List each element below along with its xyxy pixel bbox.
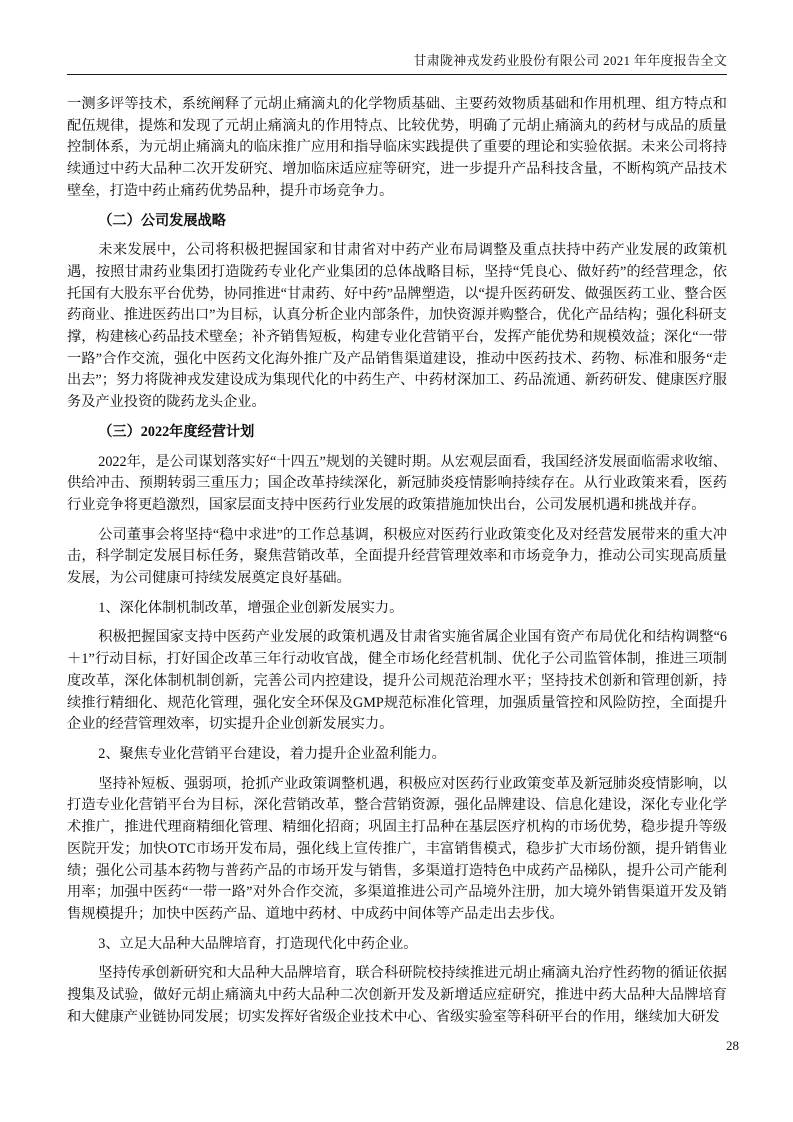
paragraph-brand-detail: 坚持传承创新研究和大品种大品牌培育，联合科研院校持续推进元胡止痛滴丸治疗性药物的循证依据搜集及试验，做好元胡止痛滴丸中药大品种二次创新开发及新增适应症研究，推进中药大品种大品牌培育和大健康产业链协同发展；切实发挥好省级企业技术中心、省级实验室等科研平台的作用，继续加大研发 bbox=[67, 965, 727, 1025]
paragraph-marketing-detail: 坚持补短板、强弱项，抢抓产业政策调整机遇，积极应对医药行业政策变革及新冠肺炎疫情影响，以打造专业化营销平台为目标，深化营销改革，整合营销资源，强化品牌建设、信息化建设，深化专业化学术推广，推进代理商精细化管理、精细化招商；巩固主打品种在基层医疗机构的市场优势，稳步提升等级医院开发；加快OTC市场开发布局，强化线上宣传推广，丰富销售模式，稳步扩大市场份额，提升销售业绩；强化公司基本药物与普药产品的市场开发与销售，多渠道打造特色中成药产品梯队，提升公司产能利用率；加强中医药“一带一路”对外合作交流，多渠道推进公司产品境外注册，加大境外销售渠道开发及销售规模提升；加快中医药产品、道地中药材、中成药中间体等产品走出去步伐。 bbox=[67, 775, 727, 922]
paragraph-board-approach: 公司董事会将坚持“稳中求进”的工作总基调，积极应对医药行业政策变化及对经营发展带来的重大冲击，科学制定发展目标任务，聚焦营销改革，全面提升经营管理效率和市场竞争力，推动公司实现高质量发展，为公司健康可持续发展奠定良好基础。 bbox=[67, 526, 727, 587]
list-item-2-marketing: 2、聚焦专业化营销平台建设，着力提升企业盈利能力。 bbox=[98, 745, 446, 762]
section-heading-company-strategy: （二）公司发展战略 bbox=[98, 212, 226, 229]
page-header-title: 甘肃陇神戎发药业股份有限公司 2021 年年度报告全文 bbox=[67, 50, 727, 75]
paragraph-macro-environment: 2022年，是公司谋划落实好“十四五”规划的关键时期。从宏观层面看，我国经济发展面临需求收缩、供给冲击、预期转弱三重压力；国企改革持续深化，新冠肺炎疫情影响持续存在。从行业政策来看，医药行业竞争将更趋激烈，国家层面支持中医药行业发展的政策措施加快出台，公司发展机遇和挑战并存。 bbox=[67, 453, 727, 513]
list-item-3-brand: 3、立足大品种大品牌培育，打造现代化中药企业。 bbox=[98, 935, 418, 952]
page-number: 28 bbox=[726, 1038, 739, 1053]
list-item-1-reform: 1、深化体制机制改革，增强企业创新发展实力。 bbox=[98, 599, 404, 616]
paragraph-strategy: 未来发展中，公司将积极把握国家和甘肃省对中药产业布局调整及重点扶持中药产业发展的政策机遇，按照甘肃药业集团打造陇药专业化产业集团的总体战略目标，坚持“凭良心、做好药”的经营理念，依托国有大股东平台优势，协同推进“甘肃药、好中药”品牌塑造，以“提升医药研发、做强医药工业、整合医药商业、推进医药出口”为目标，认真分析企业内部条件，加快资源并购整合，优化产品结构；强化科研支撑，构建核心药品技术壁垒；补齐销售短板，构建专业化营销平台，发挥产能优势和规模效益；深化“一带一路”合作交流，强化中医药文化海外推广及产品销售渠道建设，推动中医药技术、药物、标准和服务“走出去”；努力将陇神戎发建设成为集现代化的中药生产、中药材深加工、药品流通、新药研发、健康医疗服务及产业投资的陇药龙头企业。 bbox=[67, 242, 727, 411]
document-body bbox=[67, 94, 727, 1036]
paragraph-continuation: 一测多评等技术，系统阐释了元胡止痛滴丸的化学物质基础、主要药效物质基础和作用机理、组方特点和配伍规律，提炼和发现了元胡止痛滴丸的作用特点、比较优势，明确了元胡止痛滴丸的药材与成品的质量控制体系，为元胡止痛滴丸的临床推广应用和指导临床实践提供了重要的理论和实验依据。未来公司将持续通过中药大品种二次开发研究、增加临床适应症等研究，进一步提升产品科技含量，不断构筑产品技术壁垒，打造中药止痛药优势品种，提升市场竞争力。 bbox=[67, 96, 727, 199]
section-heading-2022-plan: （三）2022年度经营计划 bbox=[98, 423, 255, 440]
paragraph-reform-detail: 积极把握国家支持中医药产业发展的政策机遇及甘肃省实施省属企业国有资产布局优化和结构调整“6＋1”行动目标，打好国企改革三年行动收官战，健全市场化经营机制、优化子公司监管体制，推进三项制度改革，深化体制机制创新，完善公司内控建设，提升公司规范治理水平；坚持技术创新和管理创新，持续推行精细化、规范化管理，强化安全环保及GMP规范标准化管理，加强质量管控和风险防控，全面提升企业的经营管理效率，切实提升企业创新发展实力。 bbox=[67, 629, 727, 733]
